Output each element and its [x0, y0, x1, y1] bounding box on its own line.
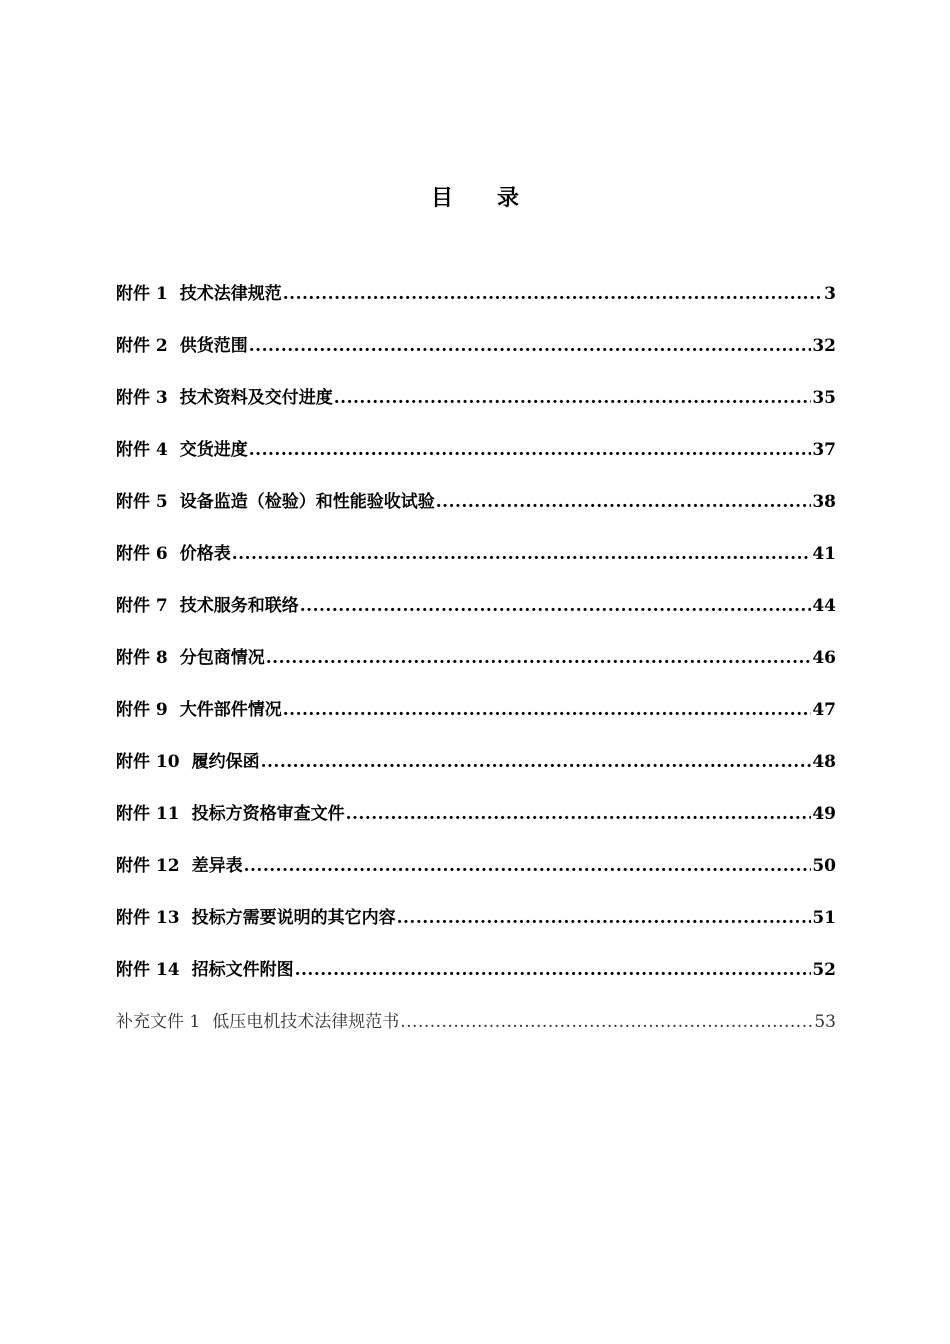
toc-entry-title: 交货进度 — [179, 440, 248, 460]
toc-entry[interactable] — [116, 954, 836, 1006]
toc-entry-number: 附件 1 — [116, 284, 168, 304]
toc-entry-title: 供货范围 — [179, 336, 248, 356]
toc-entry-title: 技术服务和联络 — [179, 596, 299, 616]
toc-entry[interactable] — [116, 382, 836, 434]
toc-entry-label — [116, 954, 294, 986]
toc-entry-label — [116, 486, 435, 518]
toc-entry-page: 35 — [812, 388, 836, 408]
toc-entry-page: 38 — [812, 492, 836, 512]
toc-entry[interactable] — [116, 590, 836, 642]
toc-leader-dots — [232, 538, 812, 570]
toc-entry-number: 附件 14 — [116, 960, 180, 980]
toc-entry[interactable] — [116, 642, 836, 694]
toc-entry-page: 3 — [824, 284, 836, 304]
toc-entry-label — [116, 278, 282, 310]
toc-entry[interactable] — [116, 538, 836, 590]
toc-entry-number: 附件 2 — [116, 336, 168, 356]
toc-entry-label — [116, 330, 248, 362]
toc-entry-title: 招标文件附图 — [191, 960, 294, 980]
toc-entry-page: 32 — [812, 336, 836, 356]
toc-leader-dots — [346, 798, 812, 830]
toc-entry[interactable] — [116, 746, 836, 798]
toc-entry-title: 设备监造（检验）和性能验收试验 — [179, 492, 435, 512]
toc-leader-dots — [295, 954, 812, 986]
toc-entry-number: 补充文件 1 — [116, 1012, 201, 1032]
toc-entry-title: 履约保函 — [191, 752, 260, 772]
toc-list — [116, 278, 836, 1058]
toc-entry[interactable] — [116, 434, 836, 486]
toc-entry-label — [116, 1006, 399, 1038]
toc-entry[interactable] — [116, 694, 836, 746]
toc-entry[interactable] — [116, 330, 836, 382]
toc-entry-label — [116, 382, 333, 414]
toc-entry-title: 投标方需要说明的其它内容 — [191, 908, 396, 928]
toc-entry-label — [116, 850, 243, 882]
toc-entry-page: 46 — [812, 648, 836, 668]
toc-entry-page: 52 — [812, 960, 836, 980]
toc-entry-label — [116, 746, 260, 778]
toc-entry-number: 附件 12 — [116, 856, 180, 876]
toc-entry-page: 50 — [812, 856, 836, 876]
toc-entry[interactable] — [116, 798, 836, 850]
toc-entry-page: 53 — [814, 1012, 836, 1032]
toc-entry-supplement[interactable] — [116, 1006, 836, 1058]
toc-entry-label — [116, 902, 396, 934]
toc-entry-number: 附件 11 — [116, 804, 180, 824]
toc-entry-page: 49 — [812, 804, 836, 824]
toc-entry-title: 价格表 — [179, 544, 231, 564]
toc-entry-number: 附件 8 — [116, 648, 168, 668]
toc-leader-dots — [400, 1006, 813, 1038]
toc-entry-page: 48 — [812, 752, 836, 772]
toc-leader-dots — [244, 850, 812, 882]
toc-entry-title: 分包商情况 — [179, 648, 265, 668]
toc-entry-title: 低压电机技术法律规范书 — [212, 1012, 400, 1032]
toc-entry-page: 47 — [812, 700, 836, 720]
toc-leader-dots — [397, 902, 812, 934]
toc-leader-dots — [283, 694, 812, 726]
toc-entry-label — [116, 538, 231, 570]
toc-entry-number: 附件 7 — [116, 596, 168, 616]
toc-leader-dots — [436, 486, 812, 518]
toc-leader-dots — [334, 382, 812, 414]
toc-entry-title: 技术资料及交付进度 — [179, 388, 333, 408]
toc-leader-dots — [283, 278, 823, 310]
toc-entry-label — [116, 642, 265, 674]
toc-entry-page: 37 — [812, 440, 836, 460]
toc-entry-label — [116, 694, 282, 726]
toc-entry-title: 差异表 — [191, 856, 243, 876]
toc-entry-page: 44 — [812, 596, 836, 616]
toc-entry[interactable] — [116, 278, 836, 330]
toc-entry-label — [116, 798, 345, 830]
toc-entry-label — [116, 590, 299, 622]
toc-leader-dots — [266, 642, 812, 674]
toc-entry-number: 附件 6 — [116, 544, 168, 564]
toc-title: 目录 — [430, 185, 563, 211]
toc-leader-dots — [300, 590, 812, 622]
toc-entry-number: 附件 13 — [116, 908, 180, 928]
toc-entry-number: 附件 4 — [116, 440, 168, 460]
toc-entry-number: 附件 5 — [116, 492, 168, 512]
toc-entry-title: 大件部件情况 — [179, 700, 282, 720]
toc-entry-title: 技术法律规范 — [179, 284, 282, 304]
toc-entry[interactable] — [116, 850, 836, 902]
toc-entry-number: 附件 3 — [116, 388, 168, 408]
toc-leader-dots — [249, 434, 812, 466]
toc-entry-label — [116, 434, 248, 466]
toc-entry[interactable] — [116, 902, 836, 954]
toc-leader-dots — [261, 746, 812, 778]
toc-leader-dots — [249, 330, 812, 362]
toc-entry-number: 附件 9 — [116, 700, 168, 720]
toc-entry-page: 51 — [812, 908, 836, 928]
toc-entry-page: 41 — [812, 544, 836, 564]
toc-entry-title: 投标方资格审查文件 — [191, 804, 345, 824]
toc-entry-number: 附件 10 — [116, 752, 180, 772]
toc-entry[interactable] — [116, 486, 836, 538]
